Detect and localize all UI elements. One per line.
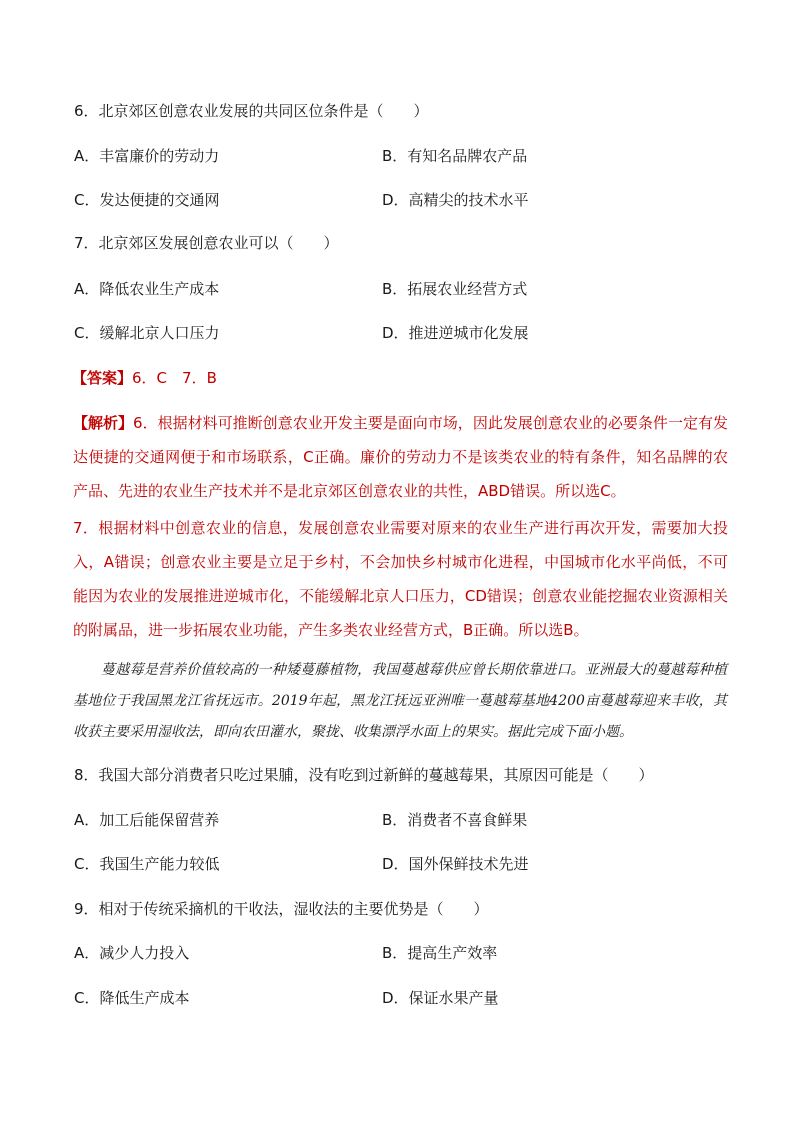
question-8-option-b: B．消费者不喜食鲜果 <box>382 811 528 829</box>
question-7-option-d: D．推进逆城市化发展 <box>382 324 529 342</box>
analysis-paragraph-1 <box>73 406 728 508</box>
reading-material: 蔓越莓是营养价值较高的一种矮蔓藤植物，我国蔓越莓供应曾长期依靠进口。亚洲最大的蔓越莓种植基地位于我国黑龙江省抚远市。2019年起，黑龙江抚远亚洲唯一蔓越莓基地4200亩蔓越莓迎来丰收，其收获主要采用湿收法，即向农田灌水，聚拢、收集漂浮水面上的果实。据此完成下面小题。 <box>73 662 727 740</box>
question-8-stem: 8．我国大部分消费者只吃过果脯，没有吃到过新鲜的蔓越莓果，其原因可能是（ ） <box>74 766 654 784</box>
question-9-option-c: C．降低生产成本 <box>74 989 190 1007</box>
question-7-option-b: B．拓展农业经营方式 <box>382 280 528 298</box>
question-9-option-b: B．提高生产效率 <box>382 944 498 962</box>
analysis-tag: 【解析】 <box>73 414 134 432</box>
question-9-option-a: A．减少人力投入 <box>74 944 190 962</box>
question-9-stem: 9．相对于传统采摘机的干收法，湿收法的主要优势是（ ） <box>74 900 489 918</box>
question-6-option-a: A．丰富廉价的劳动力 <box>74 147 220 165</box>
question-7-stem: 7．北京郊区发展创意农业可以（ ） <box>74 234 339 252</box>
analysis-p1-text: 6．根据材料可推断创意农业开发主要是面向市场，因此发展创意农业的必要条件一定有发达便捷的交通网便于和市场联系，C正确。廉价的劳动力不是该类农业的特有条件，知名品牌的农产品、先进的农业生产技术并不是北京郊区创意农业的共性，ABD错误。所以选C。 <box>73 414 728 500</box>
question-7-option-c: C．缓解北京人口压力 <box>74 324 220 342</box>
answer-text: 6．C 7．B <box>132 369 217 387</box>
question-6-option-c: C．发达便捷的交通网 <box>74 191 220 209</box>
question-8-option-d: D．国外保鲜技术先进 <box>382 855 529 873</box>
answer-line <box>72 368 217 388</box>
question-6-option-d: D．高精尖的技术水平 <box>382 191 529 209</box>
question-9-option-d: D．保证水果产量 <box>382 989 499 1007</box>
analysis-paragraph-2: 7．根据材料中创意农业的信息，发展创意农业需要对原来的农业生产进行再次开发，需要加大投入，A错误；创意农业主要是立足于乡村，不会加快乡村城市化进程，中国城市化水平尚低，不可能因为农业的发展推进逆城市化，不能缓解北京人口压力，CD错误；创意农业能挖掘农业资源相关的附属品，进一步拓展农业功能，产生多类农业经营方式，B正确。所以选B。 <box>73 519 728 639</box>
answer-tag: 【答案】 <box>72 369 133 387</box>
question-7-option-a: A．降低农业生产成本 <box>74 280 220 298</box>
question-6-stem: 6．北京郊区创意农业发展的共同区位条件是（ ） <box>74 102 429 120</box>
question-6-option-b: B．有知名品牌农产品 <box>382 147 528 165</box>
question-8-option-a: A．加工后能保留营养 <box>74 811 220 829</box>
question-8-option-c: C．我国生产能力较低 <box>74 855 220 873</box>
